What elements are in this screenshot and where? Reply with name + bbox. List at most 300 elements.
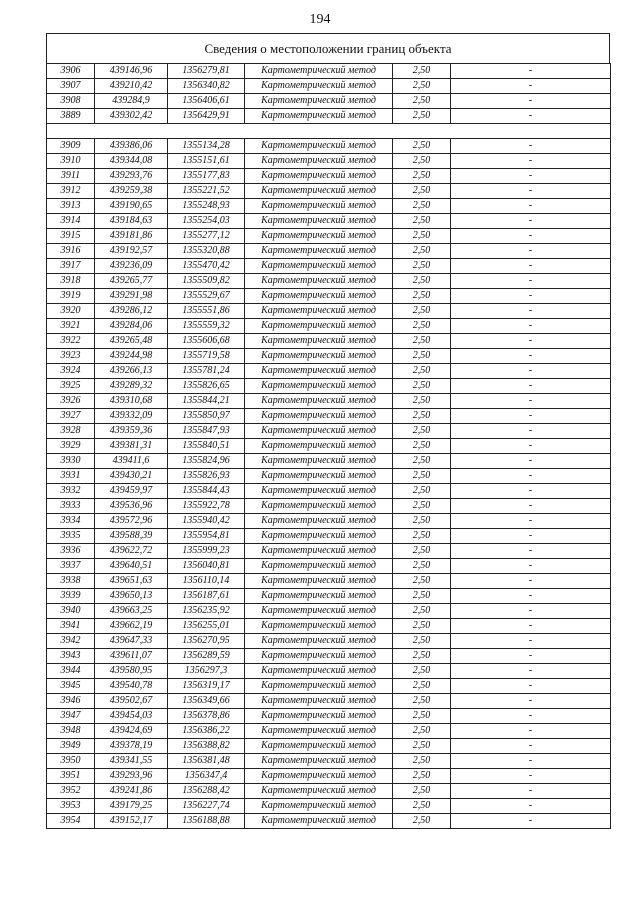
x-coordinate: 439381,31	[95, 438, 168, 453]
point-number: 3889	[47, 109, 95, 124]
method: Картометрический метод	[245, 198, 393, 213]
method: Картометрический метод	[245, 543, 393, 558]
description: -	[451, 453, 611, 468]
description: -	[451, 513, 611, 528]
accuracy: 2,50	[393, 693, 451, 708]
x-coordinate: 439386,06	[95, 138, 168, 153]
description: -	[451, 333, 611, 348]
y-coordinate: 1356255,01	[168, 618, 245, 633]
table-row	[47, 768, 611, 783]
table-row	[47, 423, 611, 438]
description: -	[451, 423, 611, 438]
x-coordinate: 439378,19	[95, 738, 168, 753]
point-number: 3935	[47, 528, 95, 543]
point-number: 3910	[47, 153, 95, 168]
description: -	[451, 408, 611, 423]
description: -	[451, 64, 611, 79]
description: -	[451, 498, 611, 513]
y-coordinate: 1355840,51	[168, 438, 245, 453]
table-row	[47, 198, 611, 213]
x-coordinate: 439647,33	[95, 633, 168, 648]
method: Картометрический метод	[245, 303, 393, 318]
description: -	[451, 543, 611, 558]
point-number: 3921	[47, 318, 95, 333]
description: -	[451, 588, 611, 603]
point-number: 3947	[47, 708, 95, 723]
y-coordinate: 1356429,91	[168, 109, 245, 124]
coordinates-group-2	[47, 138, 611, 828]
table-row	[47, 228, 611, 243]
table-row	[47, 348, 611, 363]
accuracy: 2,50	[393, 438, 451, 453]
y-coordinate: 1356347,4	[168, 768, 245, 783]
accuracy: 2,50	[393, 588, 451, 603]
y-coordinate: 1355551,86	[168, 303, 245, 318]
description: -	[451, 378, 611, 393]
table-row	[47, 618, 611, 633]
method: Картометрический метод	[245, 453, 393, 468]
table-row	[47, 153, 611, 168]
y-coordinate: 1356319,17	[168, 678, 245, 693]
x-coordinate: 439241,86	[95, 783, 168, 798]
accuracy: 2,50	[393, 483, 451, 498]
y-coordinate: 1355254,03	[168, 213, 245, 228]
x-coordinate: 439640,51	[95, 558, 168, 573]
description: -	[451, 363, 611, 378]
table-row	[47, 813, 611, 828]
x-coordinate: 439622,72	[95, 543, 168, 558]
x-coordinate: 439184,63	[95, 213, 168, 228]
method: Картометрический метод	[245, 708, 393, 723]
point-number: 3913	[47, 198, 95, 213]
table-row	[47, 513, 611, 528]
y-coordinate: 1356378,86	[168, 708, 245, 723]
y-coordinate: 1355850,97	[168, 408, 245, 423]
method: Картометрический метод	[245, 483, 393, 498]
description: -	[451, 348, 611, 363]
description: -	[451, 723, 611, 738]
method: Картометрический метод	[245, 168, 393, 183]
point-number: 3930	[47, 453, 95, 468]
y-coordinate: 1356270,95	[168, 633, 245, 648]
x-coordinate: 439344,08	[95, 153, 168, 168]
table-row	[47, 363, 611, 378]
x-coordinate: 439341,55	[95, 753, 168, 768]
description: -	[451, 633, 611, 648]
point-number: 3938	[47, 573, 95, 588]
x-coordinate: 439181,86	[95, 228, 168, 243]
y-coordinate: 1356349,66	[168, 693, 245, 708]
table-row	[47, 288, 611, 303]
table-row	[47, 738, 611, 753]
accuracy: 2,50	[393, 603, 451, 618]
table-row	[47, 303, 611, 318]
description: -	[451, 198, 611, 213]
y-coordinate: 1355826,65	[168, 378, 245, 393]
x-coordinate: 439424,69	[95, 723, 168, 738]
accuracy: 2,50	[393, 333, 451, 348]
method: Картометрический метод	[245, 378, 393, 393]
description: -	[451, 213, 611, 228]
table-row	[47, 498, 611, 513]
y-coordinate: 1356235,92	[168, 603, 245, 618]
accuracy: 2,50	[393, 79, 451, 94]
description: -	[451, 708, 611, 723]
accuracy: 2,50	[393, 738, 451, 753]
method: Картометрический метод	[245, 153, 393, 168]
x-coordinate: 439284,9	[95, 94, 168, 109]
y-coordinate: 1356279,81	[168, 64, 245, 79]
table-row	[47, 168, 611, 183]
y-coordinate: 1355844,21	[168, 393, 245, 408]
method: Картометрический метод	[245, 573, 393, 588]
point-number: 3931	[47, 468, 95, 483]
description: -	[451, 168, 611, 183]
method: Картометрический метод	[245, 363, 393, 378]
method: Картометрический метод	[245, 138, 393, 153]
description: -	[451, 109, 611, 124]
table-row	[47, 663, 611, 678]
accuracy: 2,50	[393, 243, 451, 258]
x-coordinate: 439502,67	[95, 693, 168, 708]
accuracy: 2,50	[393, 783, 451, 798]
x-coordinate: 439359,36	[95, 423, 168, 438]
x-coordinate: 439293,96	[95, 768, 168, 783]
description: -	[451, 468, 611, 483]
y-coordinate: 1355781,24	[168, 363, 245, 378]
description: -	[451, 183, 611, 198]
table-row	[47, 483, 611, 498]
table-row	[47, 573, 611, 588]
y-coordinate: 1355529,67	[168, 288, 245, 303]
accuracy: 2,50	[393, 813, 451, 828]
table-row	[47, 243, 611, 258]
point-number: 3916	[47, 243, 95, 258]
y-coordinate: 1355277,12	[168, 228, 245, 243]
x-coordinate: 439286,12	[95, 303, 168, 318]
accuracy: 2,50	[393, 303, 451, 318]
table-row	[47, 79, 611, 94]
x-coordinate: 439572,96	[95, 513, 168, 528]
point-number: 3909	[47, 138, 95, 153]
x-coordinate: 439454,03	[95, 708, 168, 723]
point-number: 3946	[47, 693, 95, 708]
x-coordinate: 439146,96	[95, 64, 168, 79]
point-number: 3914	[47, 213, 95, 228]
method: Картометрический метод	[245, 423, 393, 438]
y-coordinate: 1355151,61	[168, 153, 245, 168]
description: -	[451, 243, 611, 258]
table-row	[47, 648, 611, 663]
method: Картометрический метод	[245, 318, 393, 333]
table-row	[47, 753, 611, 768]
description: -	[451, 79, 611, 94]
y-coordinate: 1356297,3	[168, 663, 245, 678]
point-number: 3952	[47, 783, 95, 798]
x-coordinate: 439210,42	[95, 79, 168, 94]
accuracy: 2,50	[393, 453, 451, 468]
point-number: 3943	[47, 648, 95, 663]
point-number: 3927	[47, 408, 95, 423]
method: Картометрический метод	[245, 813, 393, 828]
table-row	[47, 138, 611, 153]
point-number: 3954	[47, 813, 95, 828]
table-row	[47, 783, 611, 798]
table-row	[47, 109, 611, 124]
y-coordinate: 1355221,52	[168, 183, 245, 198]
table-row	[47, 64, 611, 79]
description: -	[451, 648, 611, 663]
point-number: 3940	[47, 603, 95, 618]
method: Картометрический метод	[245, 618, 393, 633]
description: -	[451, 318, 611, 333]
accuracy: 2,50	[393, 528, 451, 543]
accuracy: 2,50	[393, 228, 451, 243]
table-row	[47, 94, 611, 109]
description: -	[451, 393, 611, 408]
method: Картометрический метод	[245, 768, 393, 783]
y-coordinate: 1356227,74	[168, 798, 245, 813]
y-coordinate: 1355826,93	[168, 468, 245, 483]
point-number: 3944	[47, 663, 95, 678]
method: Картометрический метод	[245, 678, 393, 693]
x-coordinate: 439236,09	[95, 258, 168, 273]
description: -	[451, 663, 611, 678]
method: Картометрический метод	[245, 183, 393, 198]
description: -	[451, 603, 611, 618]
accuracy: 2,50	[393, 408, 451, 423]
x-coordinate: 439611,07	[95, 648, 168, 663]
point-number: 3911	[47, 168, 95, 183]
method: Картометрический метод	[245, 109, 393, 124]
y-coordinate: 1355999,23	[168, 543, 245, 558]
description: -	[451, 768, 611, 783]
point-number: 3919	[47, 288, 95, 303]
point-number: 3948	[47, 723, 95, 738]
y-coordinate: 1355847,93	[168, 423, 245, 438]
description: -	[451, 138, 611, 153]
accuracy: 2,50	[393, 273, 451, 288]
y-coordinate: 1356188,88	[168, 813, 245, 828]
x-coordinate: 439259,38	[95, 183, 168, 198]
description: -	[451, 573, 611, 588]
table-row	[47, 693, 611, 708]
table-row	[47, 258, 611, 273]
method: Картометрический метод	[245, 94, 393, 109]
table-row	[47, 213, 611, 228]
accuracy: 2,50	[393, 183, 451, 198]
description: -	[451, 288, 611, 303]
x-coordinate: 439244,98	[95, 348, 168, 363]
method: Картометрический метод	[245, 558, 393, 573]
y-coordinate: 1355824,96	[168, 453, 245, 468]
point-number: 3924	[47, 363, 95, 378]
x-coordinate: 439265,77	[95, 273, 168, 288]
table-row	[47, 558, 611, 573]
accuracy: 2,50	[393, 393, 451, 408]
table-row	[47, 183, 611, 198]
y-coordinate: 1355134,28	[168, 138, 245, 153]
x-coordinate: 439293,76	[95, 168, 168, 183]
method: Картометрический метод	[245, 333, 393, 348]
accuracy: 2,50	[393, 678, 451, 693]
accuracy: 2,50	[393, 109, 451, 124]
table-row	[47, 438, 611, 453]
point-number: 3937	[47, 558, 95, 573]
method: Картометрический метод	[245, 738, 393, 753]
description: -	[451, 438, 611, 453]
description: -	[451, 558, 611, 573]
point-number: 3933	[47, 498, 95, 513]
method: Картометрический метод	[245, 603, 393, 618]
accuracy: 2,50	[393, 423, 451, 438]
description: -	[451, 94, 611, 109]
accuracy: 2,50	[393, 318, 451, 333]
description: -	[451, 798, 611, 813]
y-coordinate: 1355954,81	[168, 528, 245, 543]
description: -	[451, 483, 611, 498]
method: Картометрический метод	[245, 408, 393, 423]
description: -	[451, 678, 611, 693]
y-coordinate: 1356040,81	[168, 558, 245, 573]
accuracy: 2,50	[393, 543, 451, 558]
x-coordinate: 439310,68	[95, 393, 168, 408]
accuracy: 2,50	[393, 633, 451, 648]
method: Картометрический метод	[245, 213, 393, 228]
accuracy: 2,50	[393, 153, 451, 168]
accuracy: 2,50	[393, 573, 451, 588]
y-coordinate: 1355509,82	[168, 273, 245, 288]
table-row	[47, 378, 611, 393]
x-coordinate: 439266,13	[95, 363, 168, 378]
y-coordinate: 1356110,14	[168, 573, 245, 588]
point-number: 3949	[47, 738, 95, 753]
point-number: 3912	[47, 183, 95, 198]
accuracy: 2,50	[393, 798, 451, 813]
y-coordinate: 1355320,88	[168, 243, 245, 258]
group-separator	[47, 124, 611, 139]
accuracy: 2,50	[393, 168, 451, 183]
point-number: 3926	[47, 393, 95, 408]
y-coordinate: 1355940,42	[168, 513, 245, 528]
y-coordinate: 1355470,42	[168, 258, 245, 273]
point-number: 3941	[47, 618, 95, 633]
method: Картометрический метод	[245, 273, 393, 288]
table-row	[47, 453, 611, 468]
accuracy: 2,50	[393, 378, 451, 393]
x-coordinate: 439459,97	[95, 483, 168, 498]
point-number: 3929	[47, 438, 95, 453]
accuracy: 2,50	[393, 558, 451, 573]
table-row	[47, 708, 611, 723]
accuracy: 2,50	[393, 198, 451, 213]
y-coordinate: 1355844,43	[168, 483, 245, 498]
description: -	[451, 813, 611, 828]
method: Картометрический метод	[245, 243, 393, 258]
point-number: 3934	[47, 513, 95, 528]
description: -	[451, 753, 611, 768]
accuracy: 2,50	[393, 363, 451, 378]
description: -	[451, 273, 611, 288]
coordinates-group-1	[47, 64, 611, 124]
method: Картометрический метод	[245, 633, 393, 648]
x-coordinate: 439411,6	[95, 453, 168, 468]
method: Картометрический метод	[245, 588, 393, 603]
description: -	[451, 303, 611, 318]
method: Картометрический метод	[245, 513, 393, 528]
x-coordinate: 439192,57	[95, 243, 168, 258]
table-row	[47, 333, 611, 348]
accuracy: 2,50	[393, 258, 451, 273]
point-number: 3917	[47, 258, 95, 273]
method: Картометрический метод	[245, 723, 393, 738]
point-number: 3950	[47, 753, 95, 768]
table-row	[47, 408, 611, 423]
y-coordinate: 1356406,61	[168, 94, 245, 109]
y-coordinate: 1355922,78	[168, 498, 245, 513]
table-row	[47, 273, 611, 288]
accuracy: 2,50	[393, 498, 451, 513]
description: -	[451, 528, 611, 543]
table-row	[47, 798, 611, 813]
accuracy: 2,50	[393, 753, 451, 768]
method: Картометрический метод	[245, 288, 393, 303]
method: Картометрический метод	[245, 498, 393, 513]
point-number: 3920	[47, 303, 95, 318]
table-row	[47, 633, 611, 648]
x-coordinate: 439588,39	[95, 528, 168, 543]
point-number: 3939	[47, 588, 95, 603]
point-number: 3923	[47, 348, 95, 363]
point-number: 3908	[47, 94, 95, 109]
x-coordinate: 439179,25	[95, 798, 168, 813]
table-row	[47, 528, 611, 543]
x-coordinate: 439536,96	[95, 498, 168, 513]
y-coordinate: 1356340,82	[168, 79, 245, 94]
accuracy: 2,50	[393, 138, 451, 153]
point-number: 3925	[47, 378, 95, 393]
accuracy: 2,50	[393, 513, 451, 528]
method: Картометрический метод	[245, 753, 393, 768]
accuracy: 2,50	[393, 768, 451, 783]
method: Картометрический метод	[245, 79, 393, 94]
point-number: 3951	[47, 768, 95, 783]
point-number: 3922	[47, 333, 95, 348]
y-coordinate: 1356288,42	[168, 783, 245, 798]
method: Картометрический метод	[245, 783, 393, 798]
boundary-table-sheet	[46, 33, 610, 829]
accuracy: 2,50	[393, 723, 451, 738]
point-number: 3918	[47, 273, 95, 288]
table-row	[47, 723, 611, 738]
point-number: 3928	[47, 423, 95, 438]
point-number: 3942	[47, 633, 95, 648]
table-row	[47, 468, 611, 483]
x-coordinate: 439430,21	[95, 468, 168, 483]
page-number: 194	[309, 12, 331, 27]
x-coordinate: 439152,17	[95, 813, 168, 828]
description: -	[451, 258, 611, 273]
x-coordinate: 439332,09	[95, 408, 168, 423]
x-coordinate: 439663,25	[95, 603, 168, 618]
method: Картометрический метод	[245, 348, 393, 363]
x-coordinate: 439651,63	[95, 573, 168, 588]
y-coordinate: 1355719,58	[168, 348, 245, 363]
coordinates-table	[46, 63, 611, 829]
method: Картометрический метод	[245, 693, 393, 708]
x-coordinate: 439662,19	[95, 618, 168, 633]
accuracy: 2,50	[393, 663, 451, 678]
